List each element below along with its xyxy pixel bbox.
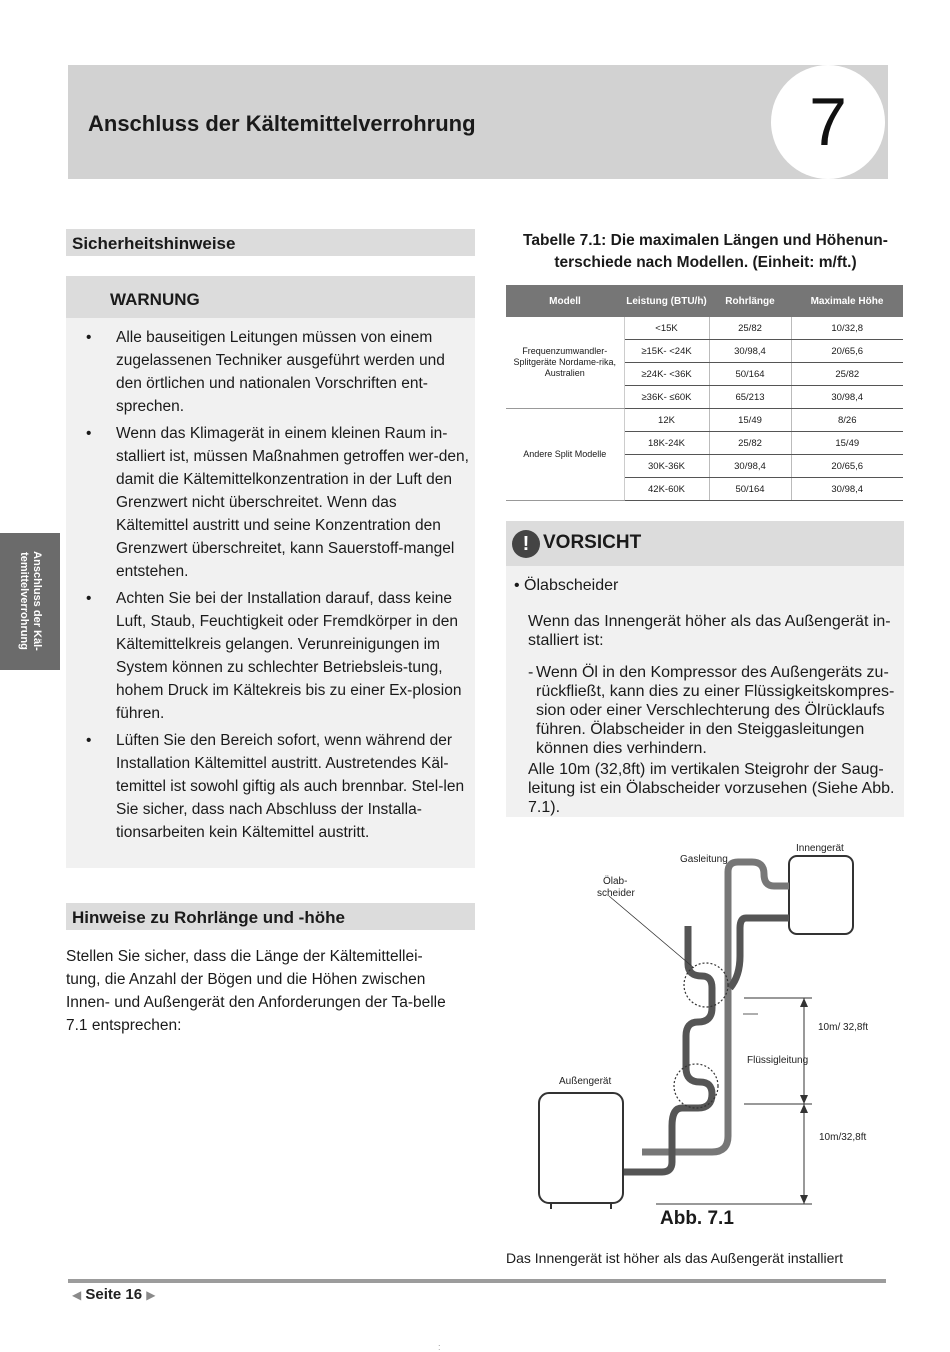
label-gas-line: Gasleitung [680, 854, 728, 865]
height-cell: 10/32,8 [791, 317, 903, 340]
warning-item-text: Alle bauseitigen Leitungen müssen von einem zugelassenen Techniker ausgeführt werden und den örtlichen und nationalen Vorschriften ent-sprechen. [116, 329, 445, 415]
warning-item-text: Achten Sie bei der Installation darauf, dass keine Luft, Staub, Feuchtigkeit oder Fremdkörper in den Kältemittelkreis gelangen. Verunreinigungen im System können zu schlechter Betriebsleis-tung, hohem Druck im Kältekreis bis zu einer Ex-plosion führen. [116, 590, 462, 722]
figure-number: Abb. 7.1 [660, 1208, 734, 1229]
capacity-cell: 12K [624, 409, 709, 432]
warning-item-text: Wenn das Klimagerät in einem kleinen Raum in-stalliert ist, müssen Maßnahmen getroffen wer-den, damit die Kältemittelkonzentration in der Luft den Grenzwert nicht überschreitet. Wenn das Kältemittel austritt und seine Konzentration den Grenzwert überschreitet, kann Sauerstoff-mangel entstehen. [116, 425, 469, 580]
length-cell: 50/164 [709, 363, 791, 386]
caution-dash-text: Wenn Öl in den Kompressor des Außengeräts zu-rückfließt, kann dies zu einer Flüssigkeitskompres-sion oder einer Verschlechterung des Ölrücklaufs führen. Ölabscheider in den Steiggasleitungen können dies verhindern. [536, 664, 895, 757]
capacity-cell: 42K-60K [624, 478, 709, 501]
caution-paragraph-1: Wenn das Innengerät höher als das Außengerät in-stalliert ist: [528, 613, 891, 649]
oil-trap-upper [684, 963, 728, 1007]
hints-heading: Hinweise zu Rohrlänge und -höhe [66, 903, 475, 930]
warning-list [86, 326, 471, 848]
height-cell: 15/49 [791, 432, 903, 455]
warning-header [66, 276, 475, 318]
oil-trap-diagram [506, 836, 906, 1236]
capacity-cell: <15K [624, 317, 709, 340]
footer-divider [68, 1279, 886, 1283]
indoor-unit [789, 856, 853, 934]
page-number: Seite 16 [85, 1286, 143, 1303]
caution-title: VORSICHT [543, 532, 642, 553]
bullet-icon: • [86, 425, 92, 442]
prev-page-icon[interactable]: ◀ [72, 1288, 82, 1302]
liquid-line-pipe [624, 918, 789, 1172]
caution-bullet: • Ölabscheider [514, 577, 619, 594]
height-cell: 20/65,6 [791, 455, 903, 478]
label-indoor: Innengerät [796, 843, 844, 854]
capacity-cell: 18K-24K [624, 432, 709, 455]
list-item [86, 326, 471, 418]
warning-box [66, 276, 475, 868]
length-cell: 25/82 [709, 432, 791, 455]
label-oil-trap-2: scheider [597, 888, 635, 899]
safety-heading: Sicherheitshinweise [66, 229, 475, 256]
label-dim-lower: 10m/32,8ft [819, 1132, 867, 1143]
header-pipe-length: Rohrlänge [709, 285, 791, 317]
page-navigation [72, 1286, 156, 1303]
height-cell: 30/98,4 [791, 478, 903, 501]
table-row [506, 317, 903, 340]
caution-dash-item [528, 663, 900, 758]
height-cell: 20/65,6 [791, 340, 903, 363]
caution-paragraph-2: Alle 10m (32,8ft) im vertikalen Steigrohr der Saug-leitung ist ein Ölabscheider vorzusehen (Siehe Abb. 7.1). [528, 761, 895, 816]
header-capacity: Leistung (BTU/h) [624, 285, 709, 317]
header-max-height: Maximale Höhe [791, 285, 903, 317]
model-cell: Andere Split Modelle [506, 409, 624, 501]
page-mark: : [438, 1342, 441, 1352]
warning-title: WARNUNG [110, 290, 200, 309]
side-chapter-tab [0, 533, 60, 670]
table-caption-line-2: terschiede nach Modellen. (Einheit: m/ft.) [554, 254, 857, 271]
length-cell: 30/98,4 [709, 340, 791, 363]
chapter-title: Anschluss der Kältemittelverrohrung [88, 111, 476, 136]
hints-text: Stellen Sie sicher, dass die Länge der Kältemittellei-tung, die Anzahl der Bögen und die Höhen zwischen Innen- und Außengerät den Anforderungen der Ta-belle 7.1 entsprechen: [66, 948, 446, 1034]
length-cell: 30/98,4 [709, 455, 791, 478]
label-oil-trap-1: Ölab- [603, 876, 628, 887]
side-tab-label [17, 533, 43, 670]
figure-caption: Das Innengerät ist höher als das Außengerät installiert [506, 1250, 843, 1266]
capacity-cell: ≥36K- ≤60K [624, 386, 709, 409]
capacity-cell: ≥24K- <36K [624, 363, 709, 386]
label-dim-upper: 10m/ 32,8ft [818, 1022, 869, 1033]
list-item [86, 422, 471, 583]
caution-header [506, 521, 904, 566]
length-cell: 50/164 [709, 478, 791, 501]
table-row [506, 409, 903, 432]
capacity-cell: 30K-36K [624, 455, 709, 478]
caution-box [506, 521, 904, 817]
height-cell: 25/82 [791, 363, 903, 386]
model-cell: Frequenzumwandler-Splitgeräte Nordame-rika, Australien [506, 317, 624, 409]
height-cell: 30/98,4 [791, 386, 903, 409]
capacity-cell: ≥15K- <24K [624, 340, 709, 363]
next-page-icon[interactable]: ▶ [146, 1288, 156, 1302]
table-caption-line-1: Tabelle 7.1: Die maximalen Längen und Höhenun- [523, 232, 888, 249]
chapter-number: 7 [771, 65, 885, 179]
length-cell: 25/82 [709, 317, 791, 340]
warning-item-text: Lüften Sie den Bereich sofort, wenn während der Installation Kältemittel austritt. Austretendes Käl-temittel ist sowohl giftig als auch brennbar. Stel-len Sie sicher, dass nach Abschluss der Installa-tionsarbeiten kein Kältemittel austritt. [116, 732, 465, 841]
pipe-spec-table [506, 285, 903, 501]
table-caption [508, 230, 903, 274]
list-item [86, 587, 471, 725]
length-cell: 15/49 [709, 409, 791, 432]
table-header-row [506, 285, 903, 317]
header-model: Modell [506, 285, 624, 317]
label-liquid-line: Flüssigleitung [747, 1055, 809, 1066]
label-outdoor: Außengerät [559, 1076, 612, 1087]
side-tab-line-1: Anschluss der Käl- [31, 551, 43, 651]
height-cell: 8/26 [791, 409, 903, 432]
bullet-icon: • [86, 732, 92, 749]
bullet-icon: • [86, 329, 92, 346]
dash-icon: - [528, 664, 534, 681]
list-item [86, 729, 471, 844]
outdoor-unit [539, 1093, 623, 1203]
bullet-icon: • [86, 590, 92, 607]
exclamation-icon: ! [512, 530, 540, 558]
chapter-header [68, 65, 888, 179]
side-tab-line-2: temittelverrohrung [18, 552, 30, 650]
length-cell: 65/213 [709, 386, 791, 409]
leader-line [609, 896, 694, 968]
